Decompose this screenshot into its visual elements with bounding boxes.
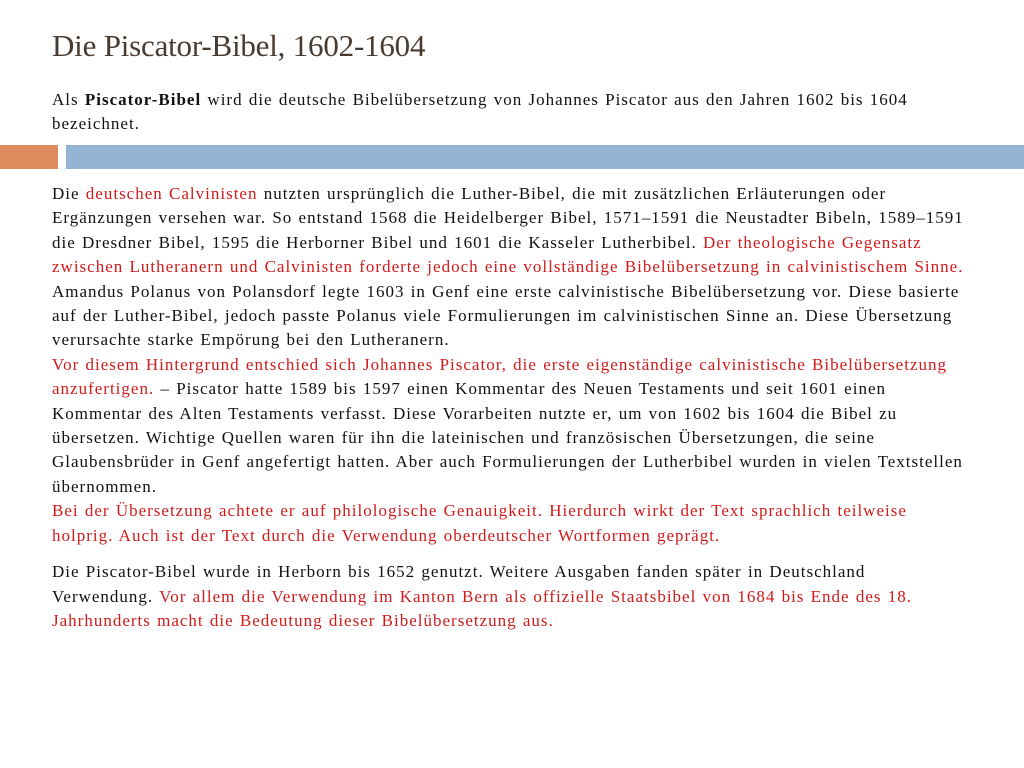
paragraph-usage <box>52 560 967 633</box>
orange-accent-bar <box>0 145 58 169</box>
p1-highlight-d: Der theologische Gegensatz zwischen Lutheranern und Calvinisten forderte jedoch eine vollständige Bibelübersetzung in calvinistischem Sinne. <box>52 232 964 277</box>
p1-text-c: nutzten ursprünglich die Luther-Bibel, die mit zusätzlichen Erläuterungen oder Ergänzungen versehen war. So entstand 1568 die Heidelberger Bibel, 1571–1591 die Neustadter Bibeln, 1589–1591 die Dresdner Bibel, 1595 die Herborner Bibel und 1601 die Kasseler Lutherbibel. <box>52 184 964 252</box>
p4-text-a: Die Piscator-Bibel wurde in Herborn bis 1652 genutzt. Weitere Ausgaben fanden später in Deutschland Verwendung. <box>52 562 866 606</box>
paragraph-calvinists <box>52 182 967 353</box>
slide-title: Die Piscator-Bibel, 1602-1604 <box>52 28 426 63</box>
p4-highlight-b: Vor allem die Verwendung im Kanton Bern als offizielle Staatsbibel von 1684 bis Ende des 18. Jahrhunderts macht die Bedeutung dieser Bibelübersetzung aus. <box>52 586 913 630</box>
p3-highlight-a: Bei der Übersetzung achtete er auf philologische Genauigkeit. Hierdurch wirkt der Text sprachlich teilweise holprig. Auch ist der Text durch die Verwendung oberdeutscher Wortformen geprägt. <box>52 501 907 545</box>
intro-paragraph <box>52 88 967 136</box>
p2-highlight-a: Vor diesem Hintergrund entschied sich Johannes Piscator, die erste eigenständige calvinistische Bibelübersetzung anzufertigen. <box>52 354 947 399</box>
intro-prefix: Als <box>52 90 85 109</box>
body-text <box>52 182 967 633</box>
p1-highlight-b: deutschen Calvinisten <box>85 184 258 203</box>
paragraph-philology <box>52 499 967 548</box>
intro-suffix: wird die deutsche Bibelübersetzung von Johannes Piscator aus den Jahren 1602 bis 1604 bezeichnet. <box>52 90 908 133</box>
paragraph-piscator <box>52 353 967 499</box>
p1-text-e: Amandus Polanus von Polansdorf legte 1603 in Genf eine erste calvinistische Bibelübersetzung vor. Diese basierte auf der Luther-Bibel, jedoch passte Polanus viele Formulierungen im calvinistischen Sinne an. Diese Übersetzung verursachte starke Empörung bei den Lutheranern. <box>52 281 960 350</box>
blue-accent-bar <box>66 145 1024 169</box>
p2-text-b: – Piscator hatte 1589 bis 1597 einen Kommentar des Neuen Testaments und seit 1601 einen Kommentar des Alten Testaments verfasst. Diese Vorarbeiten nutzte er, um von 1602 bis 1604 die Bibel zu übersetzen. Wichtige Quellen waren für ihn die lateinischen und französischen Übersetzungen, die seine Glaubensbrüder in Genf angefertigt hatten. Aber auch Formulierungen der Lutherbibel wurden in vielen Textstellen übernommen. <box>52 379 963 496</box>
p1-text-a: Die <box>52 184 86 203</box>
intro-bold-term: Piscator-Bibel <box>84 90 202 109</box>
